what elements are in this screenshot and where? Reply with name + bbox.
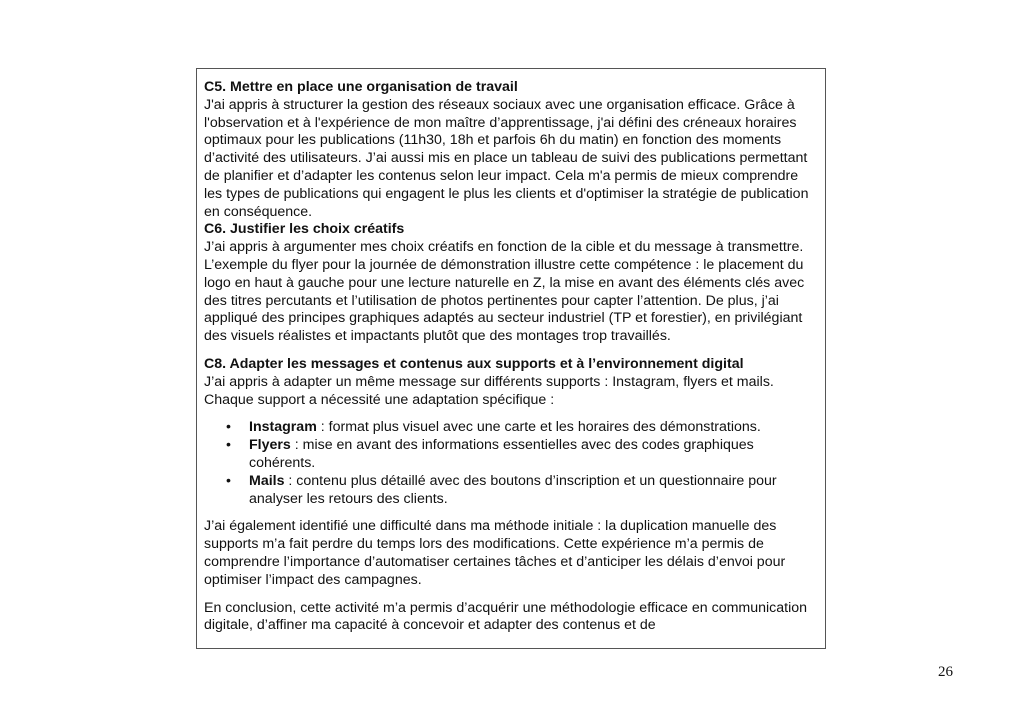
section-c8-conclusion: En conclusion, cette activité m’a permis d’acquérir une méthodologie efficace en communication digitale, d’affiner ma capacité à concevoir et adapter des contenus et de [204, 599, 808, 634]
list-item-term: Flyers [249, 437, 291, 454]
bullet-icon: • [226, 419, 231, 436]
section-c8-title: C8. Adapter les messages et contenus aux supports et à l’environnement digital [204, 355, 744, 372]
list-item [204, 419, 820, 437]
list-item [204, 473, 820, 509]
list-item-text: : contenu plus détaillé avec des boutons d’inscription et un questionnaire pour analyser les retours des clients. [249, 472, 777, 507]
section-c8-difficulty: J’ai également identifié une difficulté dans ma méthode initiale : la duplication manuelle des supports m’a fait perdre du temps lors des modifications. Cette expérience m’a permis de comprendre l’importance d’automatiser certaines tâches et d’anticiper les délais d’envoi pour optimiser l’impact des campagnes. [204, 518, 786, 588]
spacer [204, 508, 820, 518]
text-frame [196, 68, 826, 649]
frame-content [204, 79, 820, 635]
page-number: 26 [938, 664, 953, 680]
section-c6-body: J’ai appris à argumenter mes choix créatifs en fonction de la cible et du message à transmettre. L’exemple du flyer pour la journée de démonstration illustre cette compétence : le placement du logo en haut à gauche pour une lecture naturelle en Z, la mise en avant des éléments clés avec des titres percutants et l’utilisation de photos pertinentes pour capter l’attention. De plus, j’ai appliqué des principes graphiques adaptés au secteur industriel (TP et forestier), en privilégiant des visuels réalistes et impactants plutôt que des montages trop travaillés. [204, 239, 805, 345]
list-item-text: : mise en avant des informations essentielles avec des codes graphiques cohérents. [249, 437, 754, 471]
spacer [204, 346, 820, 356]
spacer [204, 409, 820, 419]
spacer [204, 590, 820, 600]
list-item-term: Mails [249, 472, 285, 489]
bullet-icon: • [226, 437, 231, 454]
list-item-text: : format plus visuel avec une carte et les horaires des démonstrations. [316, 419, 761, 436]
list-item-term: Instagram [249, 419, 317, 436]
support-list [204, 419, 820, 508]
section-c5-body: J'ai appris à structurer la gestion des réseaux sociaux avec une organisation efficace. Grâce à l'observation et à l'expérience de mon maître d’apprentissage, j'ai défini des créneaux horaires optimaux pour les publications (11h30, 18h et parfois 6h du matin) en fonction des moments d’activité des utilisateurs. J’ai aussi mis en place un tableau de suivi des publications permettant de planifier et d’adapter les contenus selon leur impact. Cela m'a permis de mieux comprendre les types de publications qui engagent le plus les clients et d'optimiser la stratégie de publication en conséquence. [204, 96, 809, 220]
section-c5-title: C5. Mettre en place une organisation de travail [204, 79, 518, 95]
section-c6-title: C6. Justifier les choix créatifs [204, 221, 405, 238]
section-c8-intro: J’ai appris à adapter un même message sur différents supports : Instagram, flyers et mails. Chaque support a nécessité une adaptation spécifique : [204, 373, 774, 408]
list-item [204, 437, 820, 473]
bullet-icon: • [226, 472, 231, 489]
